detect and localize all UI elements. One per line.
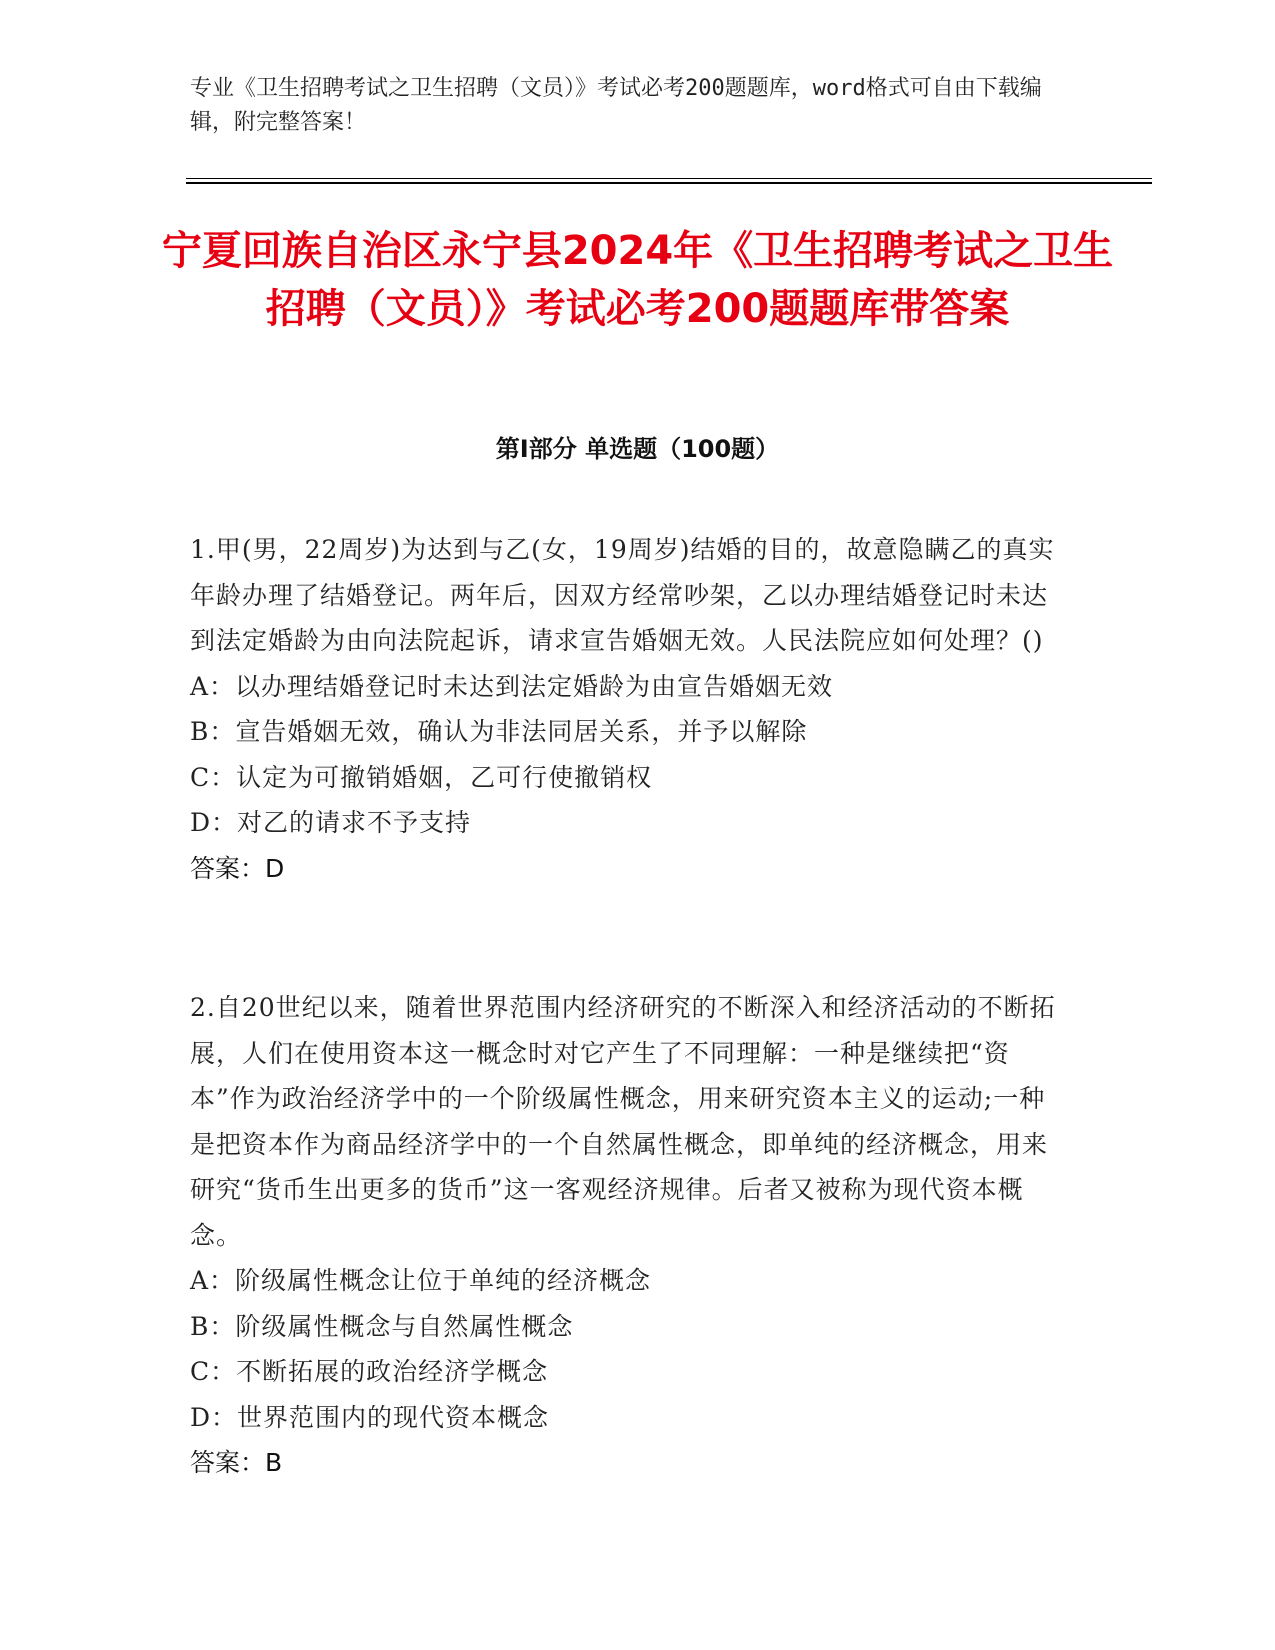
document-title: 宁夏回族自治区永宁县2024年《卫生招聘考试之卫生招聘（文员）》考试必考200题题库带答案 — [161, 228, 1114, 332]
option-c: C：认定为可撤销婚姻，乙可行使撤销权 — [190, 762, 653, 792]
answer: 答案：D — [190, 853, 285, 883]
question-stem: 1.甲(男，22周岁)为达到与乙(女，19周岁)结婚的目的，故意隐瞒乙的真实年龄办理了结婚登记。两年后，因双方经常吵架，乙以办理结婚登记时未达到法定婚龄为由向法院起诉，请求宣告婚姻无效。人民法院应如何处理？() — [190, 535, 1055, 655]
option-a: A：阶级属性概念让位于单纯的经济概念 — [190, 1266, 652, 1295]
header-note: 专业《卫生招聘考试之卫生招聘（文员）》考试必考200题题库，word格式可自由下载编辑，附完整答案！ — [190, 76, 1042, 135]
header-divider-thin — [186, 178, 1152, 179]
option-d: D：世界范围内的现代资本概念 — [190, 1402, 550, 1432]
section-heading: 第I部分 单选题（100题） — [495, 435, 780, 463]
question-1 — [190, 527, 1070, 891]
option-b: B：宣告婚姻无效，确认为非法同居关系，并予以解除 — [190, 717, 808, 746]
option-c: C：不断拓展的政治经济学概念 — [190, 1357, 549, 1386]
option-d: D：对乙的请求不予支持 — [190, 808, 472, 837]
question-2 — [190, 985, 1070, 1486]
header-divider-thick — [186, 182, 1152, 184]
option-b: B：阶级属性概念与自然属性概念 — [190, 1311, 574, 1341]
question-stem: 2.自20世纪以来，随着世界范围内经济研究的不断深入和经济活动的不断拓展，人们在使用资本这一概念时对它产生了不同理解：一种是继续把“资本”作为政治经济学中的一个阶级属性概念，用来研究资本主义的运动;一种是把资本作为商品经济学中的一个自然属性概念，即单纯的经济概念，用来研究“货币生出更多的货币”这一客观经济规律。后者又被称为现代资本概念。 — [190, 993, 1056, 1250]
option-a: A：以办理结婚登记时未达到法定婚龄为由宣告婚姻无效 — [190, 671, 834, 701]
answer: 答案：B — [190, 1448, 283, 1477]
